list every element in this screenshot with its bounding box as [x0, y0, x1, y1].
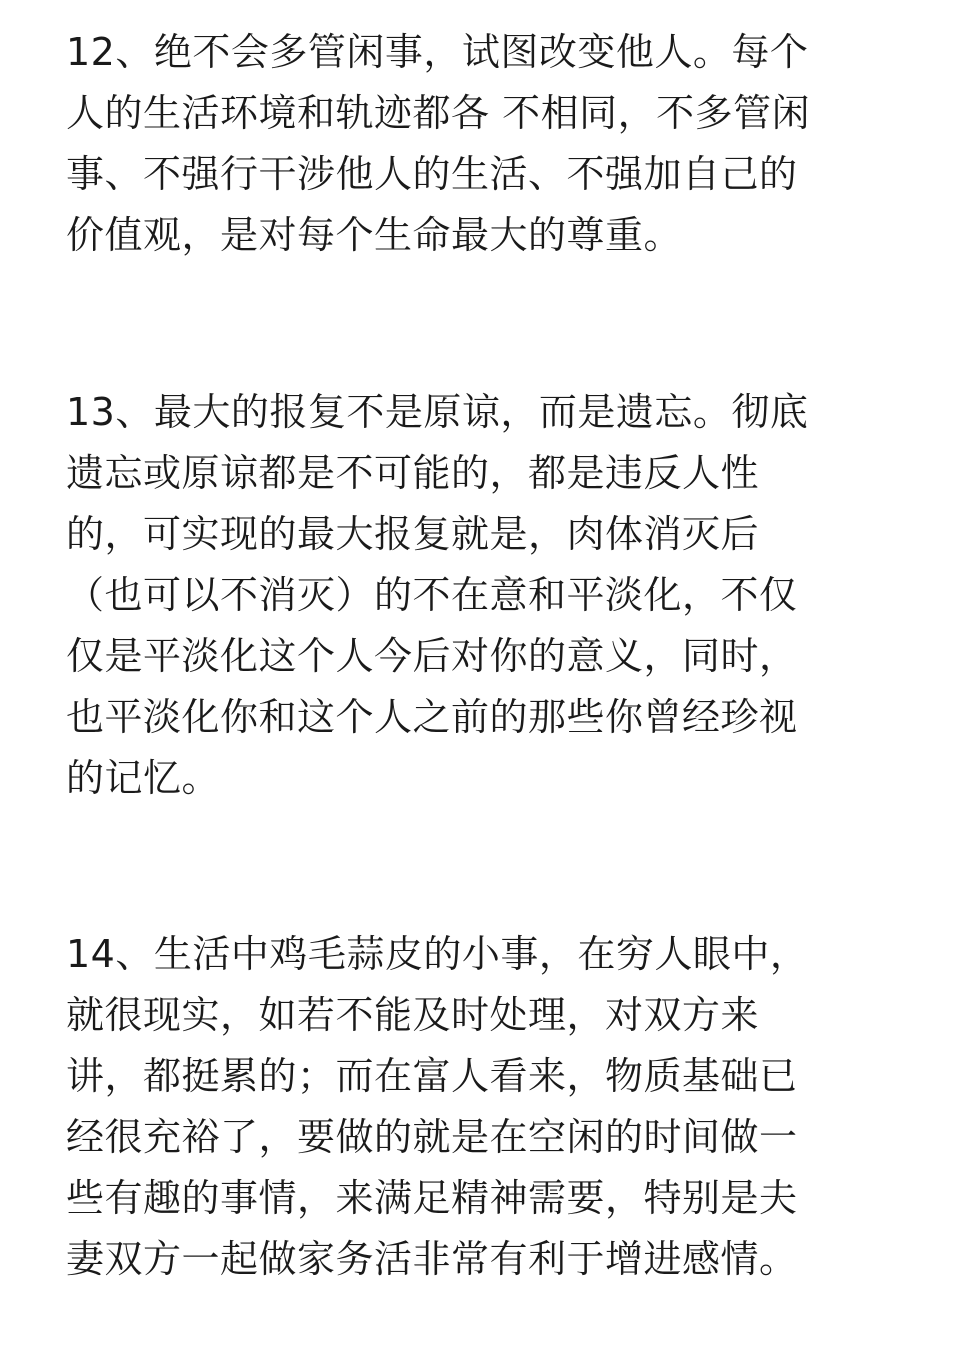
paragraph-line: 讲，都挺累的；而在富人看来，物质基础已 [66, 1054, 798, 1098]
paragraph-line: （也可以不消灭）的不在意和平淡化，不仅 [66, 573, 798, 617]
paragraph-line: 经很充裕了，要做的就是在空闲的时间做一 [66, 1115, 798, 1159]
paragraph-12 [66, 22, 926, 266]
paragraph-line: 就很现实，如若不能及时处理，对双方来 [66, 993, 760, 1037]
paragraph-line: 14、生活中鸡毛蒜皮的小事，在穷人眼中， [66, 932, 809, 976]
paragraph-13 [66, 382, 926, 809]
paragraph-line: 遗忘或原谅都是不可能的，都是违反人性 [66, 451, 760, 495]
paragraph-line: 仅是平淡化这个人今后对你的意义，同时， [66, 634, 798, 678]
paragraph-line: 事、不强行干涉他人的生活、不强加自己的 [66, 152, 798, 196]
paragraph-line: 妻双方一起做家务活非常有利于增进感情。 [66, 1237, 798, 1281]
paragraph-line: 人的生活环境和轨迹都各 不相同，不多管闲 [66, 91, 811, 135]
paragraph-line: 13、最大的报复不是原谅，而是遗忘。彻底 [66, 390, 809, 434]
paragraph-line: 些有趣的事情，来满足精神需要，特别是夫 [66, 1176, 798, 1220]
paragraph-line: 12、绝不会多管闲事，试图改变他人。每个 [66, 30, 809, 74]
paragraph-line: 价值观，是对每个生命最大的尊重。 [66, 213, 683, 257]
paragraph-14 [66, 924, 926, 1290]
paragraph-line: 的，可实现的最大报复就是，肉体消灭后 [66, 512, 760, 556]
paragraph-line: 的记忆。 [66, 756, 221, 800]
paragraph-line: 也平淡化你和这个人之前的那些你曾经珍视 [66, 695, 798, 739]
